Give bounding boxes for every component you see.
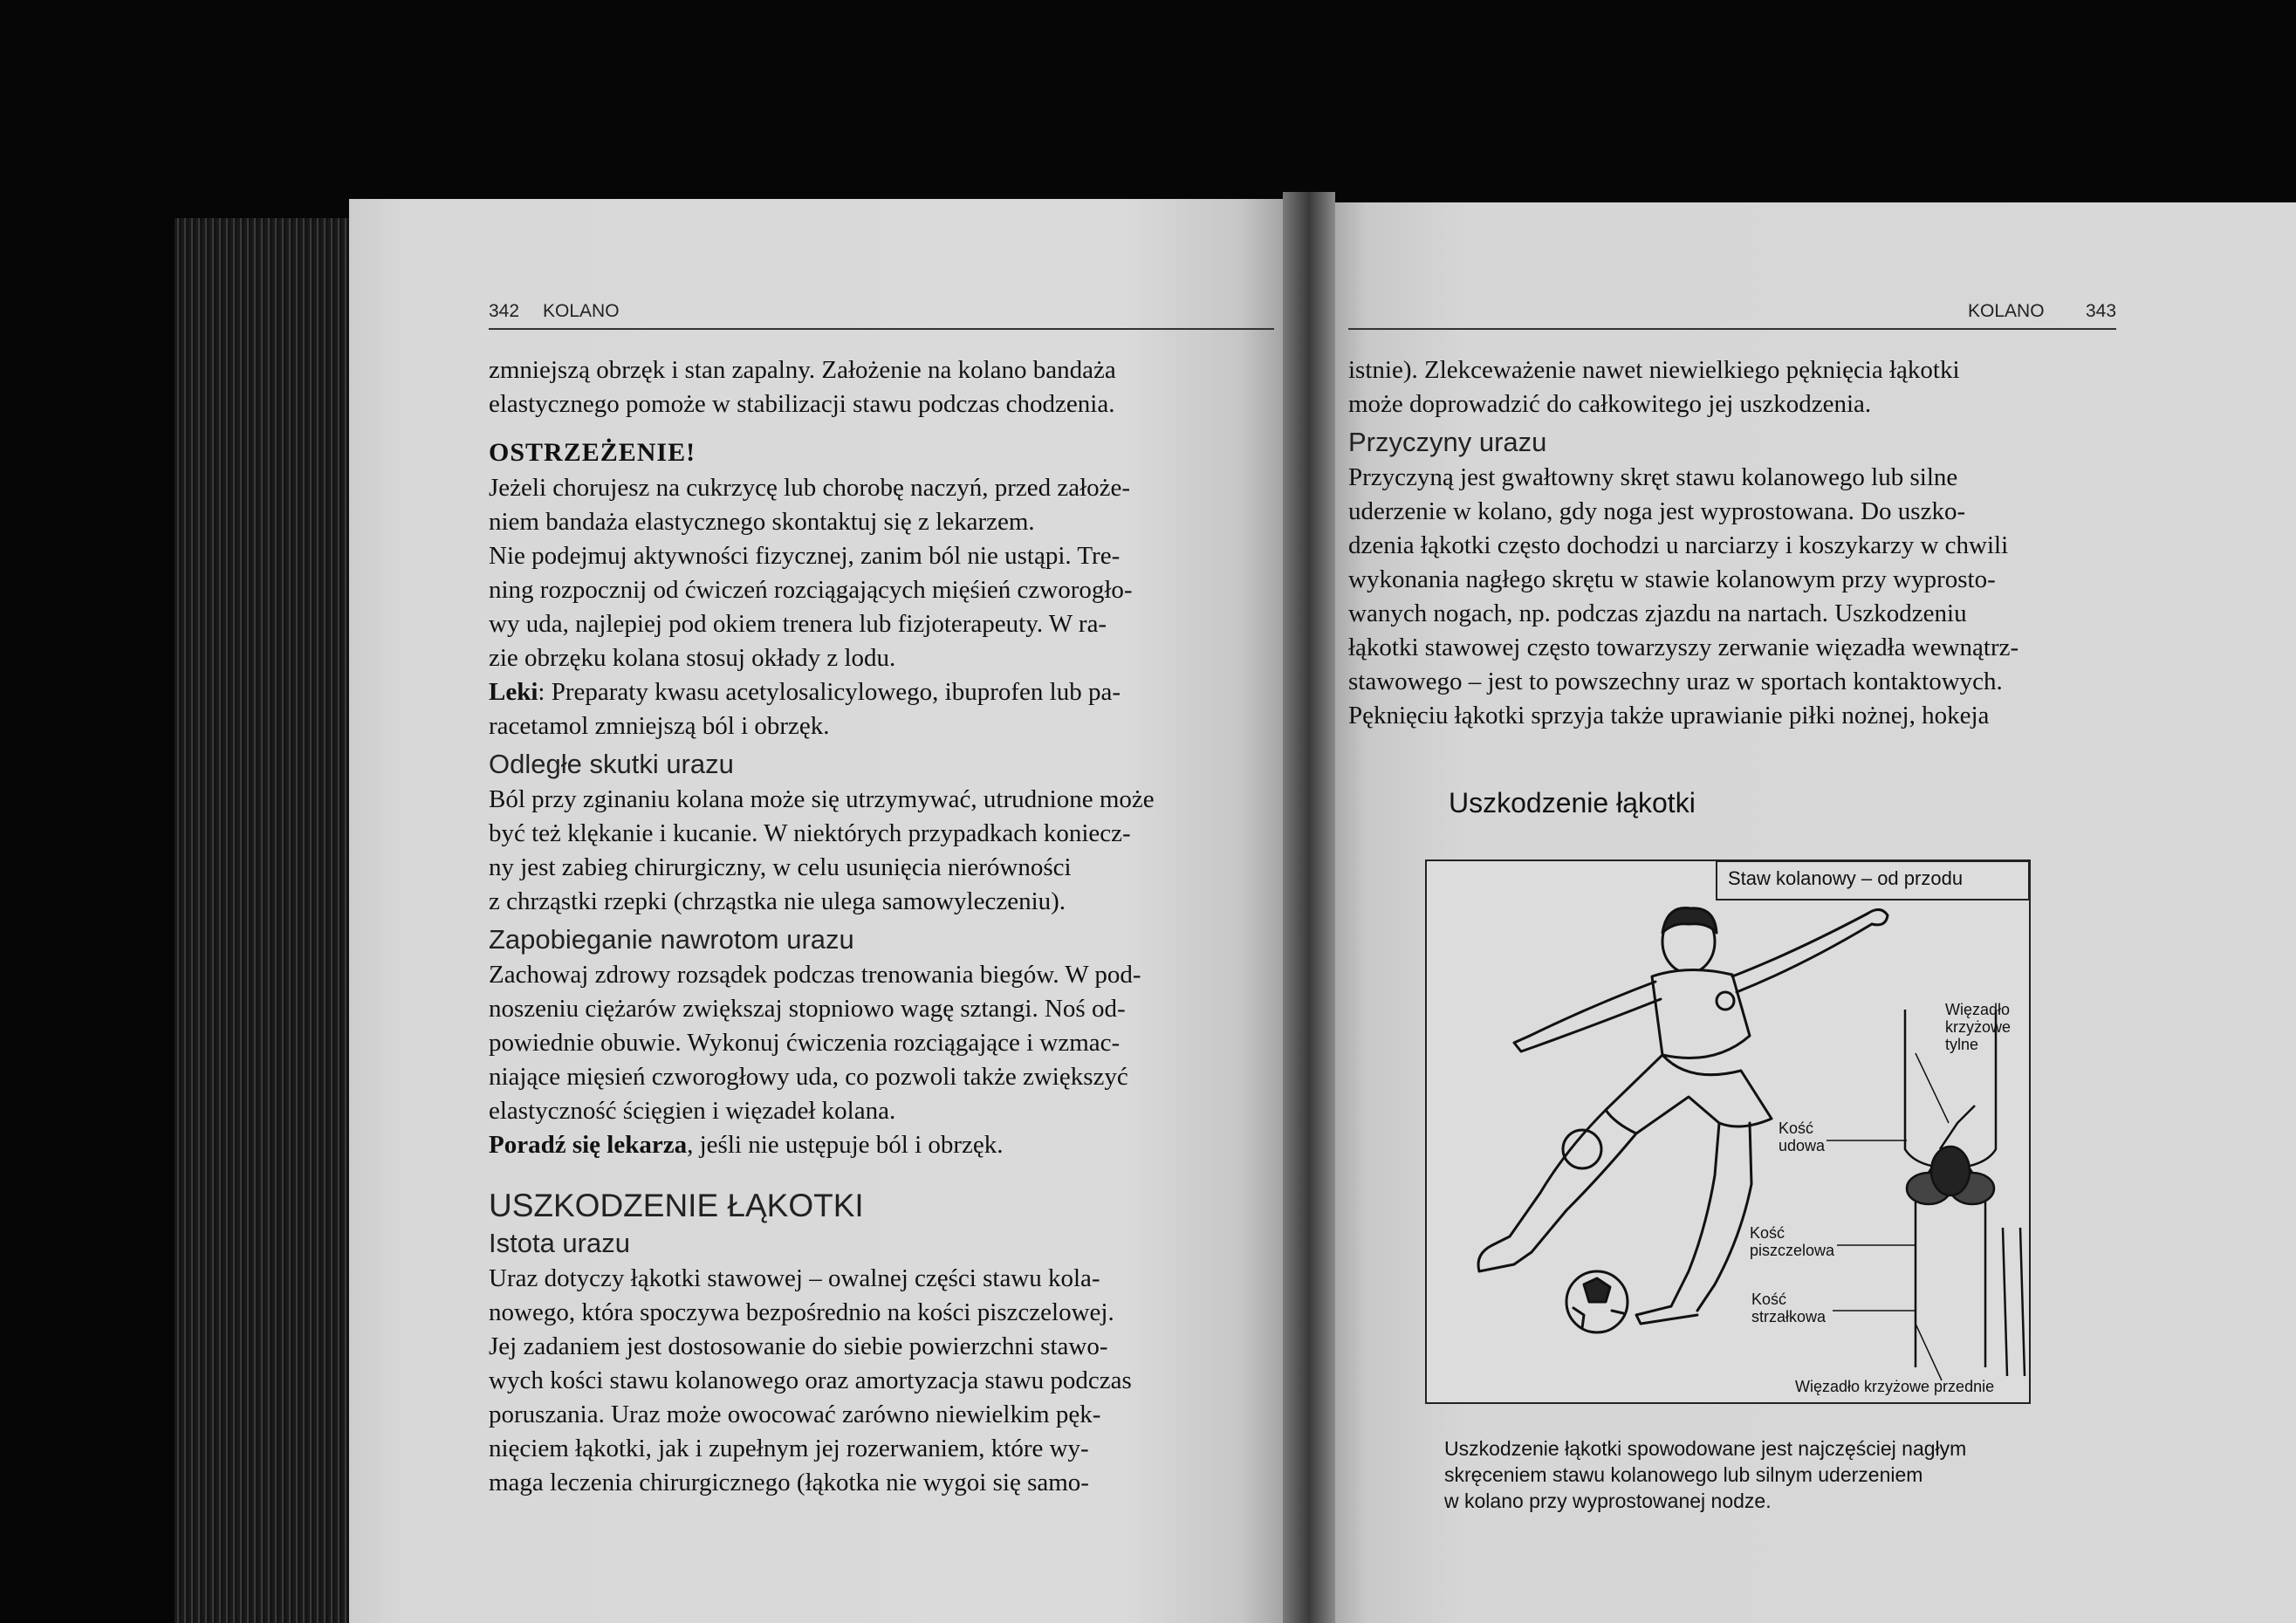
text-line: Przyczyną jest gwałtowny skręt stawu kolanowego lub silne — [1348, 463, 1958, 491]
drugs-label: Leki — [489, 678, 538, 706]
footballer-knee-illustration — [1427, 861, 2029, 1402]
text-line: niające mięsień czworogłowy uda, co pozwoli także zwiększyć — [489, 1063, 1128, 1091]
text-line: elastyczność ścięgien i więzadeł kolana. — [489, 1097, 896, 1125]
right-page-body — [1348, 353, 2116, 733]
text-line: ning rozpocznij od ćwiczeń rozciągających mięśień czworogło- — [489, 576, 1133, 604]
text-line: Ból przy zginaniu kolana może się utrzymywać, utrudnione może — [489, 785, 1155, 813]
knee-joint-drawing — [1905, 1010, 2025, 1376]
header-rule-left — [489, 328, 1274, 330]
causes-heading: Przyczyny urazu — [1348, 427, 1547, 457]
text-line: istnie). Zlekceważenie nawet niewielkiego pęknięcia łąkotki — [1348, 356, 1960, 384]
running-head-right: KOLANO — [1968, 301, 2045, 321]
section-heading: USZKODZENIE ŁĄKOTKI — [489, 1188, 864, 1223]
book-gutter — [1283, 192, 1335, 1623]
text-line: zmniejszą obrzęk i stan zapalny. Założenie na kolano bandaża — [489, 356, 1116, 384]
figure-caption: Uszkodzenie łąkotki spowodowane jest najczęściej nagłym skręceniem stawu kolanowego lub silnym uderzeniem w kolano przy wyprostowanej nodze. — [1444, 1437, 1967, 1512]
page-number-left: 342 — [489, 301, 520, 321]
label-leader-lines — [1827, 1053, 1949, 1380]
text-line: może doprowadzić do całkowitego jej uszkodzenia. — [1348, 390, 1872, 418]
text-line: dzenia łąkotki często dochodzi u narciarzy i koszykarzy w chwili — [1348, 531, 2009, 559]
text-line: niem bandaża elastycznego skontaktuj się z lekarzem. — [489, 508, 1035, 536]
text-line: ny jest zabieg chirurgiczny, w celu usunięcia nierówności — [489, 853, 1072, 881]
header-rule-right — [1348, 328, 2116, 330]
text-line: Leki: Preparaty kwasu acetylosalicylowego, ibuprofen lub pa- — [489, 678, 1121, 706]
text-line: noszeniu ciężarów zwiększaj stopniowo wagę sztangi. Noś od- — [489, 995, 1126, 1023]
text-line: wykonania nagłego skrętu w stawie kolanowym przy wyprosto- — [1348, 565, 1996, 593]
advice-line: Poradź się lekarza, jeśli nie ustępuje ból i obrzęk. — [489, 1131, 1004, 1159]
text-line: Uraz dotyczy łąkotki stawowej – owalnej części stawu kola- — [489, 1264, 1100, 1292]
left-page-body — [489, 353, 1278, 1500]
text-line: stawowego – jest to powszechny uraz w sportach kontaktowych. — [1348, 668, 2003, 695]
text-line: nowego, która spoczywa bezpośrednio na kości piszczelowej. — [489, 1298, 1114, 1326]
running-head-left: KOLANO — [543, 301, 620, 321]
text-line: Zachowaj zdrowy rozsądek podczas trenowania biegów. W pod- — [489, 961, 1141, 989]
text-line: Pęknięciu łąkotki sprzyja także uprawianie piłki nożnej, hokeja — [1348, 702, 1990, 729]
figure-box — [1425, 859, 2031, 1404]
advice-bold: Poradź się lekarza — [489, 1131, 688, 1159]
text-line: łąkotki stawowej często towarzyszy zerwanie więzadła wewnątrz- — [1348, 633, 2019, 661]
book-page-edges — [175, 218, 367, 1623]
text-line: maga leczenia chirurgicznego (łąkotka nie wygoi się samo- — [489, 1469, 1089, 1496]
figure-title: Uszkodzenie łąkotki — [1449, 787, 1696, 818]
femur-label: Kość udowa — [1779, 1120, 1826, 1154]
knee-front-label: Staw kolanowy – od przodu — [1728, 867, 1964, 889]
text-line: Jeżeli chorujesz na cukrzycę lub chorobę naczyń, przed założe- — [489, 474, 1131, 502]
text-line: zie obrzęku kolana stosuj okłady z lodu. — [489, 644, 896, 672]
text-line: powiednie obuwie. Wykonuj ćwiczenia rozciągające i wzmac- — [489, 1029, 1121, 1057]
text-line: uderzenie w kolano, gdy noga jest wyprostowana. Do uszko- — [1348, 497, 1966, 525]
footballer-drawing — [1478, 908, 1888, 1332]
warning-heading: OSTRZEŻENIE! — [489, 438, 696, 467]
text-line: racetamol zmniejszą ból i obrzęk. — [489, 712, 830, 740]
text-line: z chrząstki rzepki (chrząstka nie ulega samowyleczeniu). — [489, 887, 1066, 915]
text-line: wy uda, najlepiej pod okiem trenera lub fizjoterapeuty. W ra- — [489, 610, 1107, 638]
text-line: nięciem łąkotki, jak i zupełnym jej rozerwaniem, które wy- — [489, 1435, 1089, 1462]
page-number-right: 343 — [2086, 301, 2117, 321]
text-line: wych kości stawu kolanowego oraz amortyzacja stawu podczas — [489, 1366, 1132, 1394]
late-effects-heading: Odległe skutki urazu — [489, 749, 734, 779]
text-line: elastycznego pomoże w stabilizacji stawu podczas chodzenia. — [489, 390, 1115, 418]
text-line: wanych nogach, np. podczas zjazdu na nartach. Uszkodzeniu — [1348, 599, 1967, 627]
essence-heading: Istota urazu — [489, 1228, 630, 1258]
tibia-label: Kość piszczelowa — [1750, 1224, 1835, 1259]
text-line: Nie podejmuj aktywności fizycznej, zanim ból nie ustąpi. Tre- — [489, 542, 1121, 570]
fibula-label: Kość strzałkowa — [1751, 1291, 1827, 1325]
text-line: być też klękanie i kucanie. W niektórych przypadkach koniecz- — [489, 819, 1131, 847]
text-line: Jej zadaniem jest dostosowanie do siebie powierzchni stawo- — [489, 1332, 1108, 1360]
posterior-ligament-label: Więzadło krzyżowe tylne — [1945, 1001, 2012, 1053]
anterior-ligament-label: Więzadło krzyżowe przednie — [1795, 1378, 1995, 1395]
prevention-heading: Zapobieganie nawrotom urazu — [489, 924, 854, 955]
text-line: poruszania. Uraz może owocować zarówno niewielkim pęk- — [489, 1400, 1101, 1428]
